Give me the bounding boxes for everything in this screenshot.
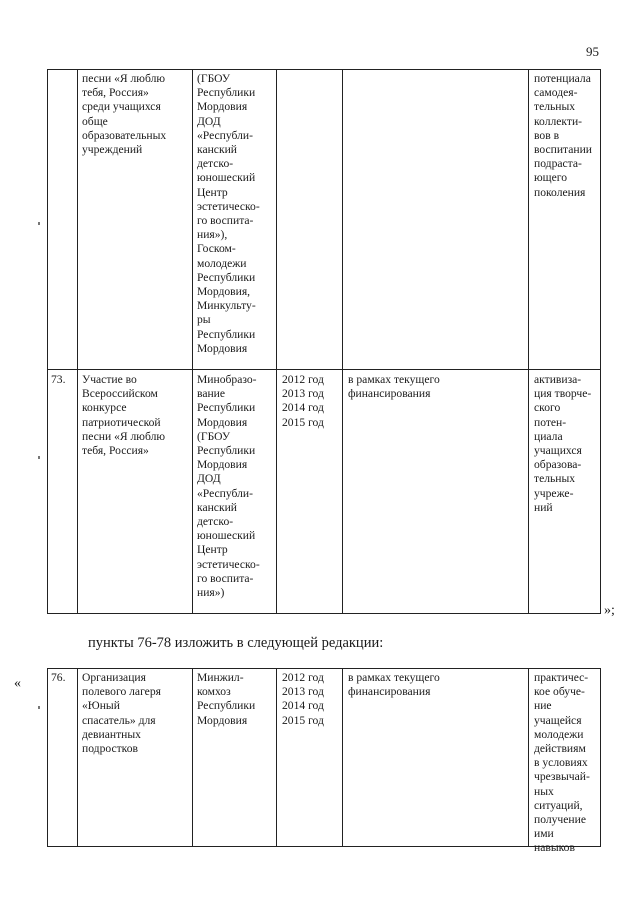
text-line: Минкульту- [197,299,256,313]
scan-speck [38,456,40,459]
column-divider [276,69,277,614]
text-line: ний [534,500,553,514]
column-divider [342,69,343,614]
text-line: Республики [197,444,256,458]
text-line: ющего [534,171,567,185]
text-line: (ГБОУ [197,429,231,443]
table-border-bottom [47,846,601,847]
text-line: Мордовия [197,458,248,472]
row-73-number: 73. [51,373,66,386]
text-line: в рамках текущего [348,373,440,386]
text-line: песни «Я люблю [82,429,166,443]
text-line: Мордовия, [197,285,251,299]
text-line: полевого лагеря [82,685,161,699]
text-line: спасатель» для [82,713,156,727]
text-line: Республики [197,270,256,284]
text-line: детско- [197,157,234,171]
text-line: 2012 год [282,373,324,386]
closing-quote-mark: »; [604,603,615,618]
column-divider [528,69,529,614]
text-line: поколения [534,185,586,199]
text-line: подраста- [534,157,582,171]
row-cont-executor [197,72,275,356]
row-cont-name [82,72,186,157]
text-line: Республики [197,401,256,415]
row-73-name [82,373,186,458]
page-number: 95 [586,44,599,59]
text-line: го воспита- [197,571,254,585]
text-line: потенциала [534,72,591,85]
text-line: Республики [197,327,256,341]
text-line: го воспита- [197,214,254,228]
text-line: ры [197,313,211,327]
text-line: песни «Я люблю [82,72,166,85]
text-line: конкурсе [82,401,127,415]
text-line: вов в [534,128,560,142]
text-line: канский [197,143,237,157]
table-border-left [47,668,48,847]
text-line: кое обуче- [534,685,585,699]
text-line: эстетическо- [197,199,260,213]
scan-speck [38,706,40,709]
text-line: юношеский [197,529,256,543]
row-73-financing [348,373,524,401]
text-line: Республики [197,86,256,100]
column-divider [77,69,78,614]
text-line: финансирования [348,685,431,699]
row-76-name [82,671,186,756]
text-line: обще [82,114,108,128]
text-line: Всероссийском [82,387,158,401]
text-line: тебя, Россия» [82,86,149,100]
text-line: ния»), [197,228,228,242]
text-line: Организация [82,671,146,684]
text-line: ние [534,699,552,713]
text-line: финансирования [348,387,431,401]
text-line: учреже- [534,486,574,500]
text-line: молодежи [534,727,584,741]
row-76-years [282,671,340,728]
scan-speck [38,222,40,225]
column-divider [342,668,343,847]
text-line: учащейся [534,713,582,727]
row-76-executor [197,671,275,728]
text-line: ных [534,784,554,798]
text-line: учащихся [534,444,582,458]
text-line: девиантных [82,727,141,741]
text-line: 2014 год [282,699,324,713]
text-line: ния») [197,586,225,600]
text-line: самодея- [534,86,578,100]
text-line: Минжил- [197,671,244,684]
text-line: тельных [534,100,576,114]
text-line: получение [534,813,586,827]
row-76-financing [348,671,524,699]
table-border-right [600,668,601,847]
row-divider [47,369,601,370]
text-line: (ГБОУ [197,72,231,85]
text-line: учреждений [82,143,143,157]
row-76-number: 76. [51,671,66,684]
text-line: практичес- [534,671,589,684]
text-line: потен- [534,415,567,429]
text-line: «Юный [82,699,120,713]
table-border-top [47,668,601,669]
text-line: 2013 год [282,685,324,699]
opening-quote-mark: « [14,676,21,691]
table-border-right [600,69,601,614]
row-73-executor [197,373,275,600]
text-line: 2014 год [282,401,324,415]
amendment-text: пункты 76-78 изложить в следующей редакции: [88,635,384,651]
text-line: Мордовия [197,100,248,114]
column-divider [192,69,193,614]
text-line: комхоз [197,685,231,699]
text-line: ситуаций, [534,798,583,812]
text-line: ДОД [197,114,221,128]
text-line: образовательных [82,128,167,142]
column-divider [276,668,277,847]
text-line: 2015 год [282,713,324,727]
text-line: Мордовия [197,415,248,429]
row-cont-result [534,72,596,200]
text-line: «Республи- [197,128,253,142]
column-divider [192,668,193,847]
text-line: молодежи [197,256,247,270]
text-line: ция творче- [534,387,592,401]
text-line: активиза- [534,373,582,386]
text-line: 2015 год [282,415,324,429]
text-line: ими [534,827,554,841]
text-line: циала [534,429,563,443]
row-73-years [282,373,340,430]
text-line: в рамках текущего [348,671,440,684]
row-76-result [534,671,596,856]
text-line: канский [197,500,237,514]
text-line: навыков [534,841,575,855]
text-line: тебя, Россия» [82,444,149,458]
text-line: тельных [534,472,576,486]
text-line: вание [197,387,226,401]
text-line: Мордовия [197,713,248,727]
text-line: Республики [197,699,256,713]
text-line: 2013 год [282,387,324,401]
table-border-bottom [47,613,601,614]
text-line: воспитании [534,143,593,157]
text-line: Мордовия [197,341,248,355]
text-line: юношеский [197,171,256,185]
text-line: «Республи- [197,486,253,500]
text-line: эстетическо- [197,557,260,571]
text-line: патриотической [82,415,161,429]
text-line: коллекти- [534,114,583,128]
column-divider [528,668,529,847]
text-line: Госком- [197,242,236,256]
table-border-top [47,69,601,70]
table-border-left [47,69,48,614]
text-line: Центр [197,185,228,199]
text-line: образова- [534,458,582,472]
text-line: в условиях [534,756,588,770]
row-73-result [534,373,596,515]
text-line: ского [534,401,561,415]
text-line: среди учащихся [82,100,161,114]
text-line: действиям [534,742,586,756]
text-line: чрезвычай- [534,770,590,784]
column-divider [77,668,78,847]
text-line: детско- [197,515,234,529]
text-line: Участие во [82,373,137,386]
text-line: Центр [197,543,228,557]
text-line: ДОД [197,472,221,486]
text-line: 2012 год [282,671,324,684]
text-line: подростков [82,742,138,756]
text-line: Минобразо- [197,373,257,386]
